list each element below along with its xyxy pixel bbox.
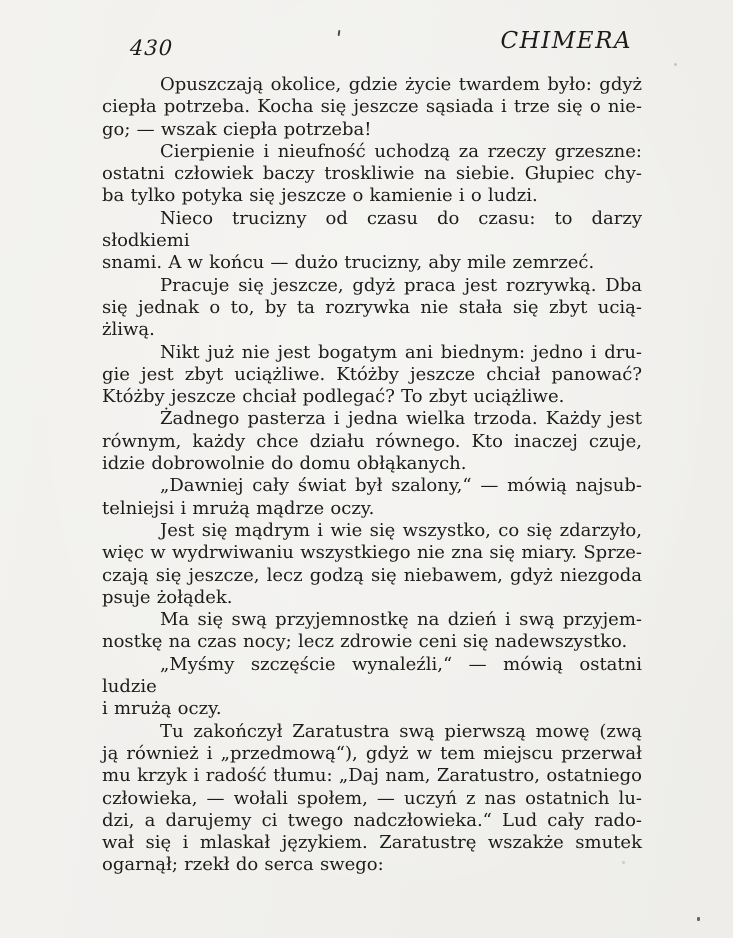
paragraph: [102, 475, 642, 520]
scan-speck: [674, 63, 677, 66]
text-line: go; — wszak ciepła potrzeba!: [102, 118, 372, 140]
text-line: ją również i „przedmową“), gdyż w tem miejscu przerwał: [102, 742, 642, 764]
text-line: Któżby jeszcze chciał podlegać? To zbyt uciążliwe.: [102, 386, 565, 408]
text-line: równym, każdy chce działu równego. Kto inaczej czuje,: [102, 430, 642, 452]
text-line: Opuszczają okolice, gdzie życie twardem było: gdyż: [160, 74, 642, 95]
text-line: ogarnął; rzekł do serca swego:: [102, 854, 384, 876]
text-line: człowieka, — wołali społem, — uczyń z nas ostatnich lu-: [102, 787, 642, 809]
text-line: się jednak o to, by ta rozrywka nie stała się zbyt ucią-: [102, 296, 642, 318]
paragraph: [102, 74, 642, 141]
text-line: Pracuje się jeszcze, gdyż praca jest rozrywką. Dba: [160, 274, 642, 296]
text-line: gie jest zbyt uciążliwe. Któżby jeszcze chciał panować?: [102, 363, 642, 385]
paragraph: [102, 520, 642, 609]
text-line: „Myśmy szczęście wynaleźli,“ — mówią ostatni ludzie: [102, 653, 642, 698]
page-number: 430: [129, 36, 174, 60]
text-line: dzi, a darujemy ci twego nadczłowieka.“ Lud cały rado-: [102, 809, 642, 831]
text-line: ostatni człowiek baczy troskliwie na siebie. Głupiec chy-: [102, 163, 642, 185]
paragraph: [102, 721, 642, 877]
scan-speck: [697, 917, 700, 921]
text-line: i mrużą oczy.: [102, 698, 222, 720]
paragraph: [102, 609, 642, 654]
text-line: telniejsi i mrużą mądrze oczy.: [102, 497, 375, 519]
text-line: ciepła potrzeba. Kocha się jeszcze sąsiada i trze się o nie-: [102, 96, 642, 118]
text-line: czają się jeszcze, lecz godzą się niebawem, gdyż niezgoda: [102, 564, 642, 586]
paragraph: [102, 342, 642, 409]
paragraph: [102, 408, 642, 475]
paragraph: [102, 141, 642, 208]
paragraph: [102, 208, 642, 275]
journal-title: CHIMERA: [500, 28, 632, 54]
text-line: ba tylko potyka się jeszcze o kamienie i o ludzi.: [102, 185, 538, 207]
text-line: Nieco trucizny od czasu do czasu: to darzy słodkiemi: [102, 207, 642, 252]
text-line: więc w wydrwiwaniu wszystkiego nie zna się miary. Sprze-: [102, 542, 642, 564]
scan-speck: [622, 861, 625, 864]
text-line: snami. A w końcu — dużo trucizny, aby mile zemrzeć.: [102, 252, 595, 274]
text-line: „Dawniej cały świat był szalony,“ — mówią najsub-: [160, 475, 642, 497]
scan-speck: [338, 30, 341, 36]
text-line: psuje żołądek.: [102, 586, 233, 608]
paragraph: [102, 654, 642, 721]
page-text: [102, 74, 642, 877]
text-line: Ma się swą przyjemnostkę na dzień i swą przyjem-: [160, 609, 642, 631]
text-line: Nikt już nie jest bogatym ani biednym: jedno i dru-: [160, 341, 642, 363]
text-line: mu krzyk i radość tłumu: „Daj nam, Zaratustro, ostatniego: [102, 765, 642, 787]
text-line: Cierpienie i nieufność uchodzą za rzeczy grzeszne:: [160, 140, 642, 162]
text-line: idzie dobrowolnie do domu obłąkanych.: [102, 453, 467, 475]
text-line: żliwą.: [102, 319, 155, 341]
text-line: Jest się mądrym i wie się wszystko, co się zdarzyło,: [160, 519, 642, 541]
text-line: Żadnego pasterza i jedna wielka trzoda. Każdy jest: [160, 408, 642, 430]
text-line: wał się i mlaskał językiem. Zaratustrę wszakże smutek: [102, 832, 642, 854]
text-line: nostkę na czas nocy; lecz zdrowie ceni się nadewszystko.: [102, 631, 628, 653]
paragraph: [102, 275, 642, 342]
text-line: Tu zakończył Zaratustra swą pierwszą mowę (zwą: [160, 720, 642, 742]
